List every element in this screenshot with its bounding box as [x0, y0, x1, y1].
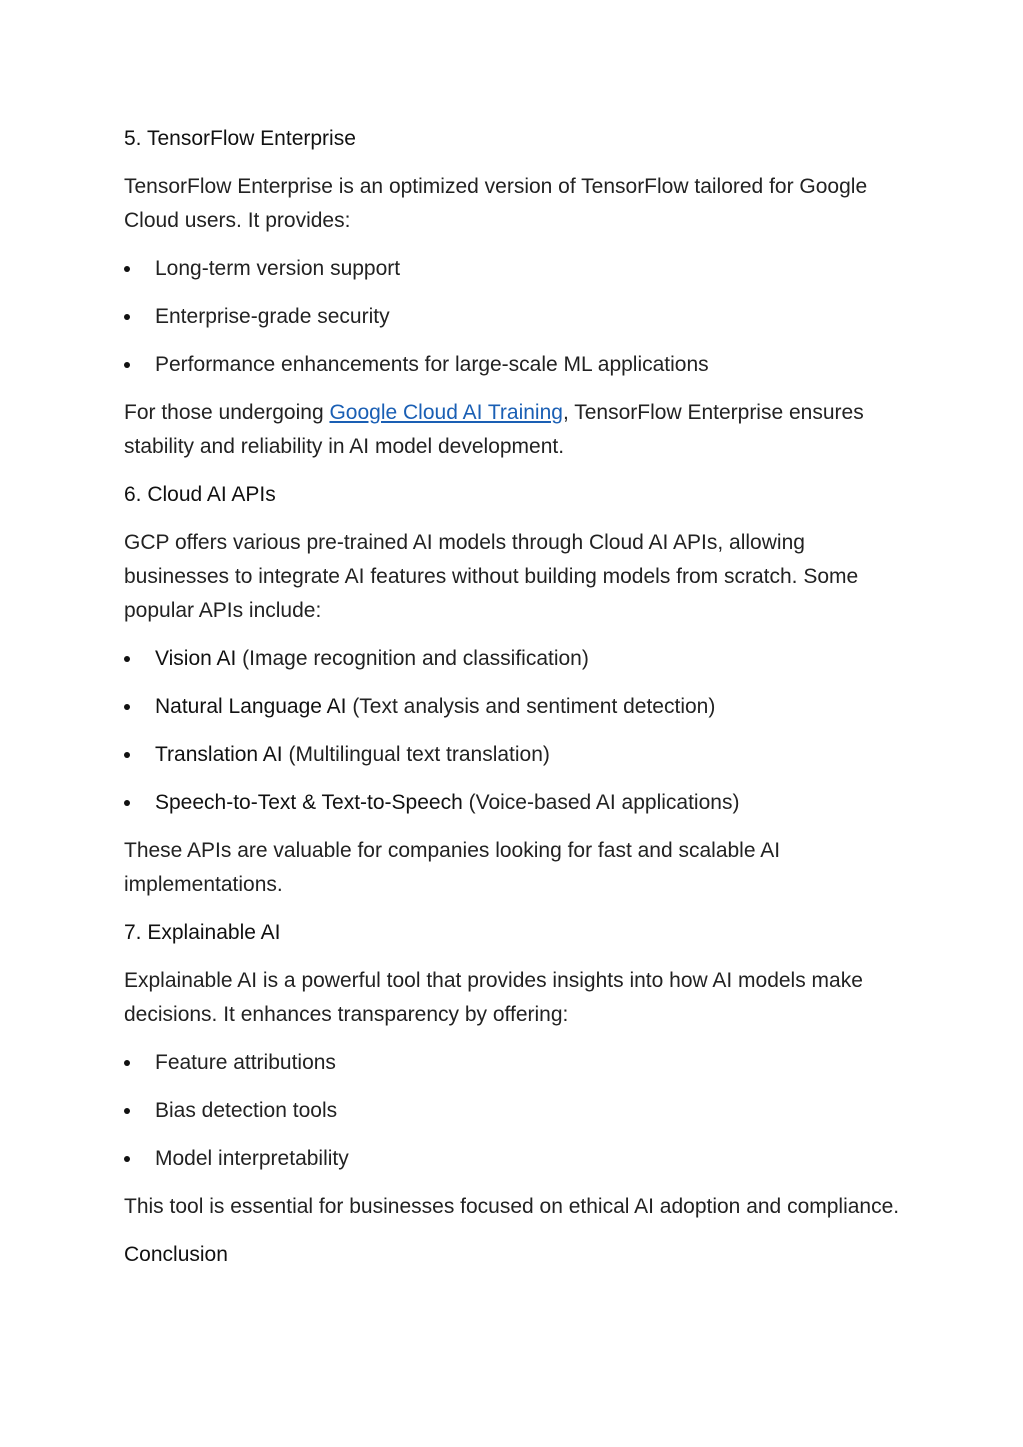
bullet-icon — [124, 800, 130, 806]
list-item-text: Feature attributions — [155, 1051, 336, 1074]
api-term: Natural Language AI — [155, 695, 347, 718]
section-heading-conclusion: Conclusion — [124, 1243, 228, 1266]
section-intro: TensorFlow Enterprise is an optimized version of TensorFlow tailored for Google Cloud users. It provides: — [124, 175, 868, 232]
list-item — [124, 1046, 904, 1080]
bullet-icon — [124, 1060, 130, 1066]
list-item-text: Bias detection tools — [155, 1099, 338, 1122]
api-description: (Voice-based AI applications) — [462, 791, 740, 814]
outro-text-before-link: For those undergoing — [124, 401, 330, 424]
list-item — [124, 300, 904, 334]
bullet-list — [124, 642, 904, 820]
outro-text-after-link: , TensorFlow Enterprise ensures stability and reliability in AI model development. — [124, 401, 864, 458]
list-item-text: Enterprise-grade security — [155, 305, 390, 328]
bullet-icon — [124, 1108, 130, 1114]
api-term: Translation AI — [155, 743, 283, 766]
api-term: Speech-to-Text & Text-to-Speech — [155, 791, 463, 814]
google-cloud-ai-training-link[interactable]: Google Cloud AI Training — [329, 401, 563, 424]
list-item — [124, 690, 904, 724]
section-outro: These APIs are valuable for companies looking for fast and scalable AI implementations. — [124, 839, 781, 896]
api-description: (Image recognition and classification) — [236, 647, 589, 670]
list-item — [124, 1094, 904, 1128]
section-heading-tensorflow-enterprise: 5. TensorFlow Enterprise — [124, 127, 356, 150]
bullet-icon — [124, 656, 130, 662]
api-description: (Multilingual text translation) — [282, 743, 550, 766]
bullet-icon — [124, 362, 130, 368]
bullet-icon — [124, 752, 130, 758]
list-item — [124, 786, 904, 820]
list-item — [124, 738, 904, 772]
api-term: Vision AI — [155, 647, 237, 670]
document-page — [124, 122, 904, 1286]
list-item — [124, 348, 904, 382]
bullet-icon — [124, 1156, 130, 1162]
bullet-list — [124, 1046, 904, 1176]
list-item — [124, 1142, 904, 1176]
bullet-icon — [124, 266, 130, 272]
list-item-text: Performance enhancements for large-scale ML applications — [155, 353, 709, 376]
bullet-icon — [124, 314, 130, 320]
section-intro: Explainable AI is a powerful tool that provides insights into how AI models make decisions. It enhances transparency by offering: — [124, 969, 863, 1026]
section-outro — [124, 396, 904, 464]
section-heading-cloud-ai-apis: 6. Cloud AI APIs — [124, 483, 276, 506]
section-heading-explainable-ai: 7. Explainable AI — [124, 921, 281, 944]
list-item — [124, 252, 904, 286]
list-item-text: Long-term version support — [155, 257, 401, 280]
list-item-text: Model interpretability — [155, 1147, 349, 1170]
section-outro: This tool is essential for businesses focused on ethical AI adoption and compliance. — [124, 1195, 900, 1218]
section-intro: GCP offers various pre-trained AI models through Cloud AI APIs, allowing businesses to integrate AI features without building models from scratch. Some popular APIs include: — [124, 531, 859, 622]
bullet-list — [124, 252, 904, 382]
api-description: (Text analysis and sentiment detection) — [346, 695, 716, 718]
bullet-icon — [124, 704, 130, 710]
list-item — [124, 642, 904, 676]
